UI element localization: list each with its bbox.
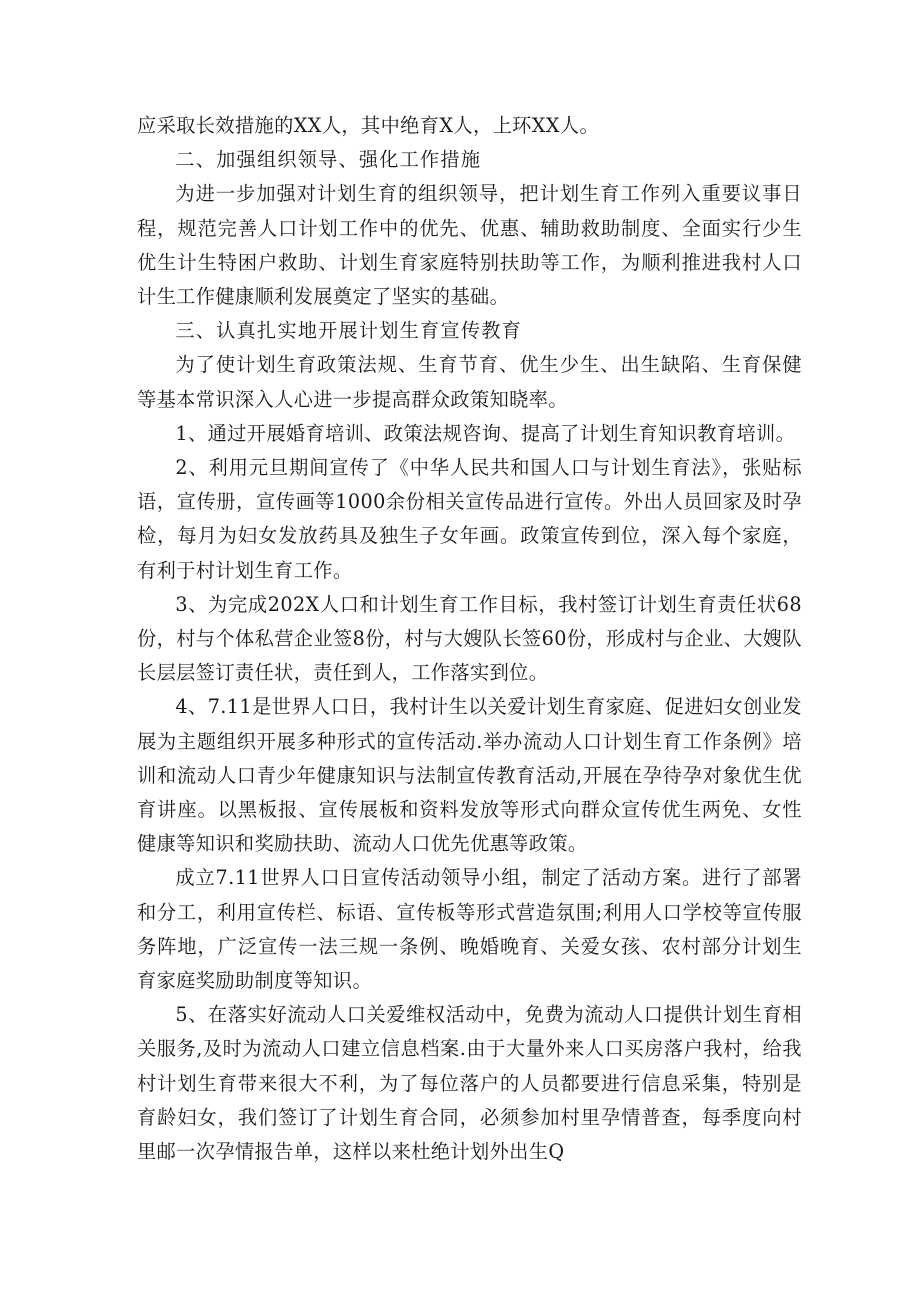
paragraph-3: 为进一步加强对计划生育的组织领导，把计划生育工作列入重要议事日程，规范完善人口计划工作中的优先、优惠、辅助救助制度、全面实行少生优生计生特困户救助、计划生育家庭特别扶助等工作，为顺利推进我村人口计生工作健康顺利发展奠定了坚实的基础。 (137, 182, 802, 309)
paragraph-5: 为了使计划生育政策法规、生育节育、优生少生、出生缺陷、生育保健等基本常识深入人心进一步提高群众政策知晓率。 (137, 353, 802, 411)
list-item-1: 1、通过开展婚育培训、政策法规咨询、提高了计划生育知识教育培训。 (175, 421, 796, 445)
list-item-4: 4、7.11是世界人口日，我村计生以关爱计划生育家庭、促进妇女创业发展为主题组织开展多种形式的宣传活动.举办流动人口计划生育工作条例》培训和流动人口青少年健康知识与法制宣传教育活动,开展在孕待孕对象优生优育讲座。以黑板报、宣传展板和资料发放等形式向群众宣传优生两免、女性健康等知识和奖励扶助、流动人口优先优惠等政策。 (137, 695, 802, 856)
paragraph-1: 应采取长效措施的XX人，其中绝育X人，上环XX人。 (137, 114, 600, 137)
section-heading-3: 三、认真扎实地开展计划生育宣传教育 (175, 319, 522, 343)
list-item-2: 2、利用元旦期间宣传了《中华人民共和国人口与计划生育法》，张贴标语，宣传册，宣传画等1000余份相关宣传品进行宣传。外出人员回家及时孕检，每月为妇女发放药具及独生子女年画。政策宣传到位，深入每个家庭，有利于村计划生育工作。 (137, 456, 802, 582)
paragraph-10: 成立7.11世界人口日宣传活动领导小组，制定了活动方案。进行了部署和分工，利用宣传栏、标语、宣传板等形式营造氛围;利用人口学校等宣传服务阵地，广泛宣传一法三规一条例、晚婚晚育、关爱女孩、农村部分计划生育家庭奖励助制度等知识。 (137, 866, 802, 993)
list-item-5: 5、在落实好流动人口关爱维权活动中，免费为流动人口提供计划生育相关服务,及时为流动人口建立信息档案.由于大量外来人口买房落户我村，给我村计划生育带来很大不利，为了每位落户的人员都要进行信息采集，特别是育龄妇女，我们签订了计划生育合同，必须参加村里孕情普查，每季度向村里邮一次孕情报告单，这样以来杜绝计划外出生Q (137, 1003, 802, 1164)
section-heading-2: 二、加强组织领导、强化工作措施 (175, 148, 482, 172)
list-item-3: 3、为完成202X人口和计划生育工作目标，我村签订计划生育责任状68份，村与个体私营企业签8份，村与大嫂队长签60份，形成村与企业、大嫂队长层层签订责任状，责任到人，工作落实到位。 (137, 592, 802, 685)
